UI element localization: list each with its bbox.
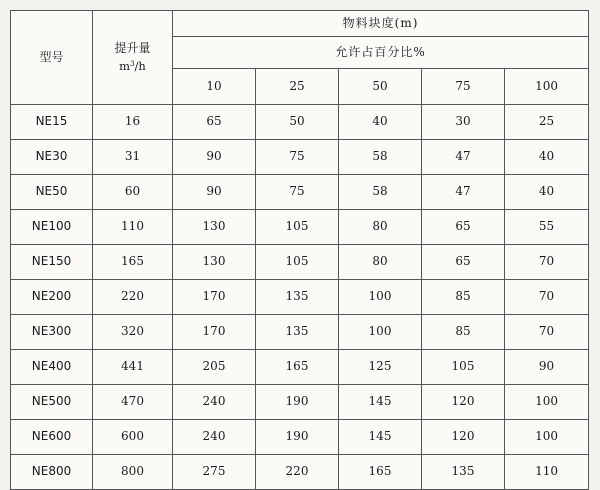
value-cell: 105 (256, 210, 339, 245)
table-row (11, 385, 589, 420)
lift-header (93, 11, 173, 105)
table-body (11, 105, 589, 490)
table-row (11, 455, 589, 490)
size-header: 10 (173, 69, 256, 105)
value-cell: 90 (173, 175, 256, 210)
model-cell: NE100 (11, 210, 93, 245)
value-cell: 47 (422, 175, 505, 210)
model-cell: NE15 (11, 105, 93, 140)
table-row (11, 210, 589, 245)
table-row (11, 280, 589, 315)
value-cell: 70 (505, 280, 589, 315)
value-cell: 130 (173, 245, 256, 280)
value-cell: 165 (339, 455, 422, 490)
value-cell: 220 (256, 455, 339, 490)
value-cell: 135 (422, 455, 505, 490)
value-cell: 65 (173, 105, 256, 140)
lift-cell: 31 (93, 140, 173, 175)
value-cell: 240 (173, 385, 256, 420)
size-header: 50 (339, 69, 422, 105)
value-cell: 58 (339, 140, 422, 175)
model-header: 型号 (11, 11, 93, 105)
value-cell: 110 (505, 455, 589, 490)
value-cell: 65 (422, 245, 505, 280)
value-cell: 85 (422, 315, 505, 350)
value-cell: 55 (505, 210, 589, 245)
value-cell: 130 (173, 210, 256, 245)
value-cell: 100 (505, 385, 589, 420)
value-cell: 40 (339, 105, 422, 140)
value-cell: 125 (339, 350, 422, 385)
table-row (11, 105, 589, 140)
value-cell: 145 (339, 385, 422, 420)
lift-cell: 470 (93, 385, 173, 420)
value-cell: 190 (256, 420, 339, 455)
lift-cell: 220 (93, 280, 173, 315)
model-cell: NE400 (11, 350, 93, 385)
value-cell: 40 (505, 175, 589, 210)
value-cell: 25 (505, 105, 589, 140)
model-cell: NE500 (11, 385, 93, 420)
model-cell: NE800 (11, 455, 93, 490)
lift-cell: 320 (93, 315, 173, 350)
value-cell: 170 (173, 315, 256, 350)
percent-group-header: 允许占百分比% (173, 37, 589, 69)
value-cell: 105 (422, 350, 505, 385)
lift-cell: 800 (93, 455, 173, 490)
model-cell: NE50 (11, 175, 93, 210)
value-cell: 30 (422, 105, 505, 140)
size-group-header: 物料块度(m) (173, 11, 589, 37)
value-cell: 90 (505, 350, 589, 385)
value-cell: 190 (256, 385, 339, 420)
size-header: 25 (256, 69, 339, 105)
table-row (11, 315, 589, 350)
size-header: 75 (422, 69, 505, 105)
model-cell: NE200 (11, 280, 93, 315)
value-cell: 120 (422, 385, 505, 420)
value-cell: 100 (339, 280, 422, 315)
table-row (11, 350, 589, 385)
value-cell: 205 (173, 350, 256, 385)
table-row (11, 420, 589, 455)
value-cell: 40 (505, 140, 589, 175)
lift-cell: 441 (93, 350, 173, 385)
value-cell: 100 (339, 315, 422, 350)
lift-header-unit: $m^3/h$ (119, 58, 146, 73)
value-cell: 70 (505, 315, 589, 350)
lift-cell: 110 (93, 210, 173, 245)
value-cell: 165 (256, 350, 339, 385)
table-row (11, 140, 589, 175)
size-header: 100 (505, 69, 589, 105)
table-row (11, 245, 589, 280)
value-cell: 70 (505, 245, 589, 280)
value-cell: 50 (256, 105, 339, 140)
value-cell: 85 (422, 280, 505, 315)
value-cell: 105 (256, 245, 339, 280)
value-cell: 75 (256, 175, 339, 210)
value-cell: 135 (256, 280, 339, 315)
value-cell: 120 (422, 420, 505, 455)
value-cell: 65 (422, 210, 505, 245)
value-cell: 170 (173, 280, 256, 315)
value-cell: 135 (256, 315, 339, 350)
model-cell: NE150 (11, 245, 93, 280)
value-cell: 275 (173, 455, 256, 490)
lift-cell: 16 (93, 105, 173, 140)
value-cell: 90 (173, 140, 256, 175)
lift-cell: 165 (93, 245, 173, 280)
model-cell: NE300 (11, 315, 93, 350)
value-cell: 240 (173, 420, 256, 455)
lift-cell: 600 (93, 420, 173, 455)
value-cell: 100 (505, 420, 589, 455)
value-cell: 80 (339, 210, 422, 245)
value-cell: 75 (256, 140, 339, 175)
table-header (11, 11, 589, 105)
lift-cell: 60 (93, 175, 173, 210)
value-cell: 47 (422, 140, 505, 175)
table-row (11, 175, 589, 210)
model-cell: NE600 (11, 420, 93, 455)
spec-table (10, 10, 589, 490)
lift-header-title: 提升量 (114, 40, 151, 55)
value-cell: 80 (339, 245, 422, 280)
value-cell: 145 (339, 420, 422, 455)
model-cell: NE30 (11, 140, 93, 175)
value-cell: 58 (339, 175, 422, 210)
